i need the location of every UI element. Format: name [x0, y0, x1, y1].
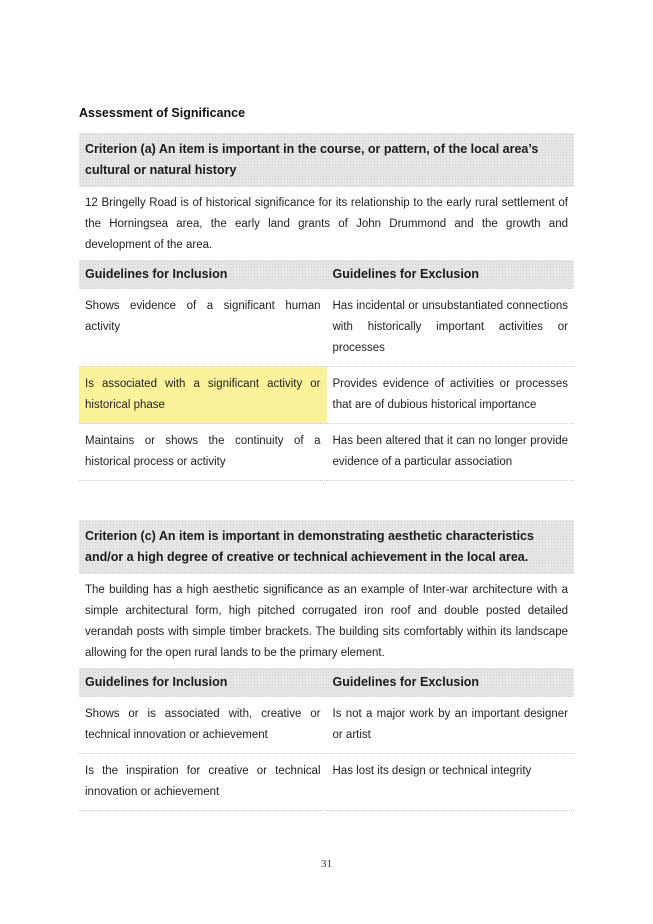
criterion-a-body: 12 Bringelly Road is of historical significance for its relationship to the early rural settlement of the Horningsea area, the early land grants of John Drummond and the growth and development of the area. — [85, 197, 568, 251]
criterion-c-body: The building has a high aesthetic significance as an example of Inter-war architecture with a simple architectural form, high pitched corrugated iron roof and double posted detailed verandah posts with simple timber brackets. The building sits comfortably within its landscape allowing for the open rural lands to be the primary element. — [85, 584, 568, 659]
exclusion-cell: Has incidental or unsubstantiated connections with historically important activities or processes — [327, 289, 575, 367]
inclusion-header: Guidelines for Inclusion — [79, 260, 327, 289]
criterion-c-section — [79, 520, 574, 811]
exclusion-cell: Provides evidence of activities or processes that are of dubious historical importance — [327, 367, 575, 424]
criterion-a-title: Criterion (a) An item is important in the course, or pattern, of the local area’s cultural or natural history — [79, 133, 574, 187]
exclusion-cell: Has lost its design or technical integrity — [327, 754, 575, 811]
exclusion-header: Guidelines for Exclusion — [327, 668, 575, 697]
table-row — [79, 697, 574, 754]
table-row — [79, 367, 574, 424]
inclusion-cell: Shows evidence of a significant human activity — [79, 289, 327, 367]
inclusion-cell: Is the inspiration for creative or technical innovation or achievement — [79, 754, 327, 811]
criterion-c-guidelines-table — [79, 668, 574, 811]
criterion-a-guidelines-table — [79, 260, 574, 481]
exclusion-cell: Is not a major work by an important designer or artist — [327, 697, 575, 754]
table-row — [79, 289, 574, 367]
inclusion-header: Guidelines for Inclusion — [79, 668, 327, 697]
page-number: 31 — [321, 858, 332, 870]
inclusion-cell: Shows or is associated with, creative or technical innovation or achievement — [79, 697, 327, 754]
section-title: Assessment of Significance — [79, 106, 246, 120]
table-row — [79, 754, 574, 811]
table-row — [79, 424, 574, 481]
exclusion-header: Guidelines for Exclusion — [327, 260, 575, 289]
exclusion-cell: Has been altered that it can no longer provide evidence of a particular association — [327, 424, 575, 481]
table-header-row — [79, 668, 574, 697]
inclusion-cell-highlighted: Is associated with a significant activity or historical phase — [79, 367, 327, 424]
criterion-c-title: Criterion (c) An item is important in demonstrating aesthetic characteristics and/or a high degree of creative or technical achievement in the local area. — [79, 520, 574, 574]
criterion-a-section — [79, 133, 574, 481]
table-header-row — [79, 260, 574, 289]
inclusion-cell: Maintains or shows the continuity of a historical process or activity — [79, 424, 327, 481]
